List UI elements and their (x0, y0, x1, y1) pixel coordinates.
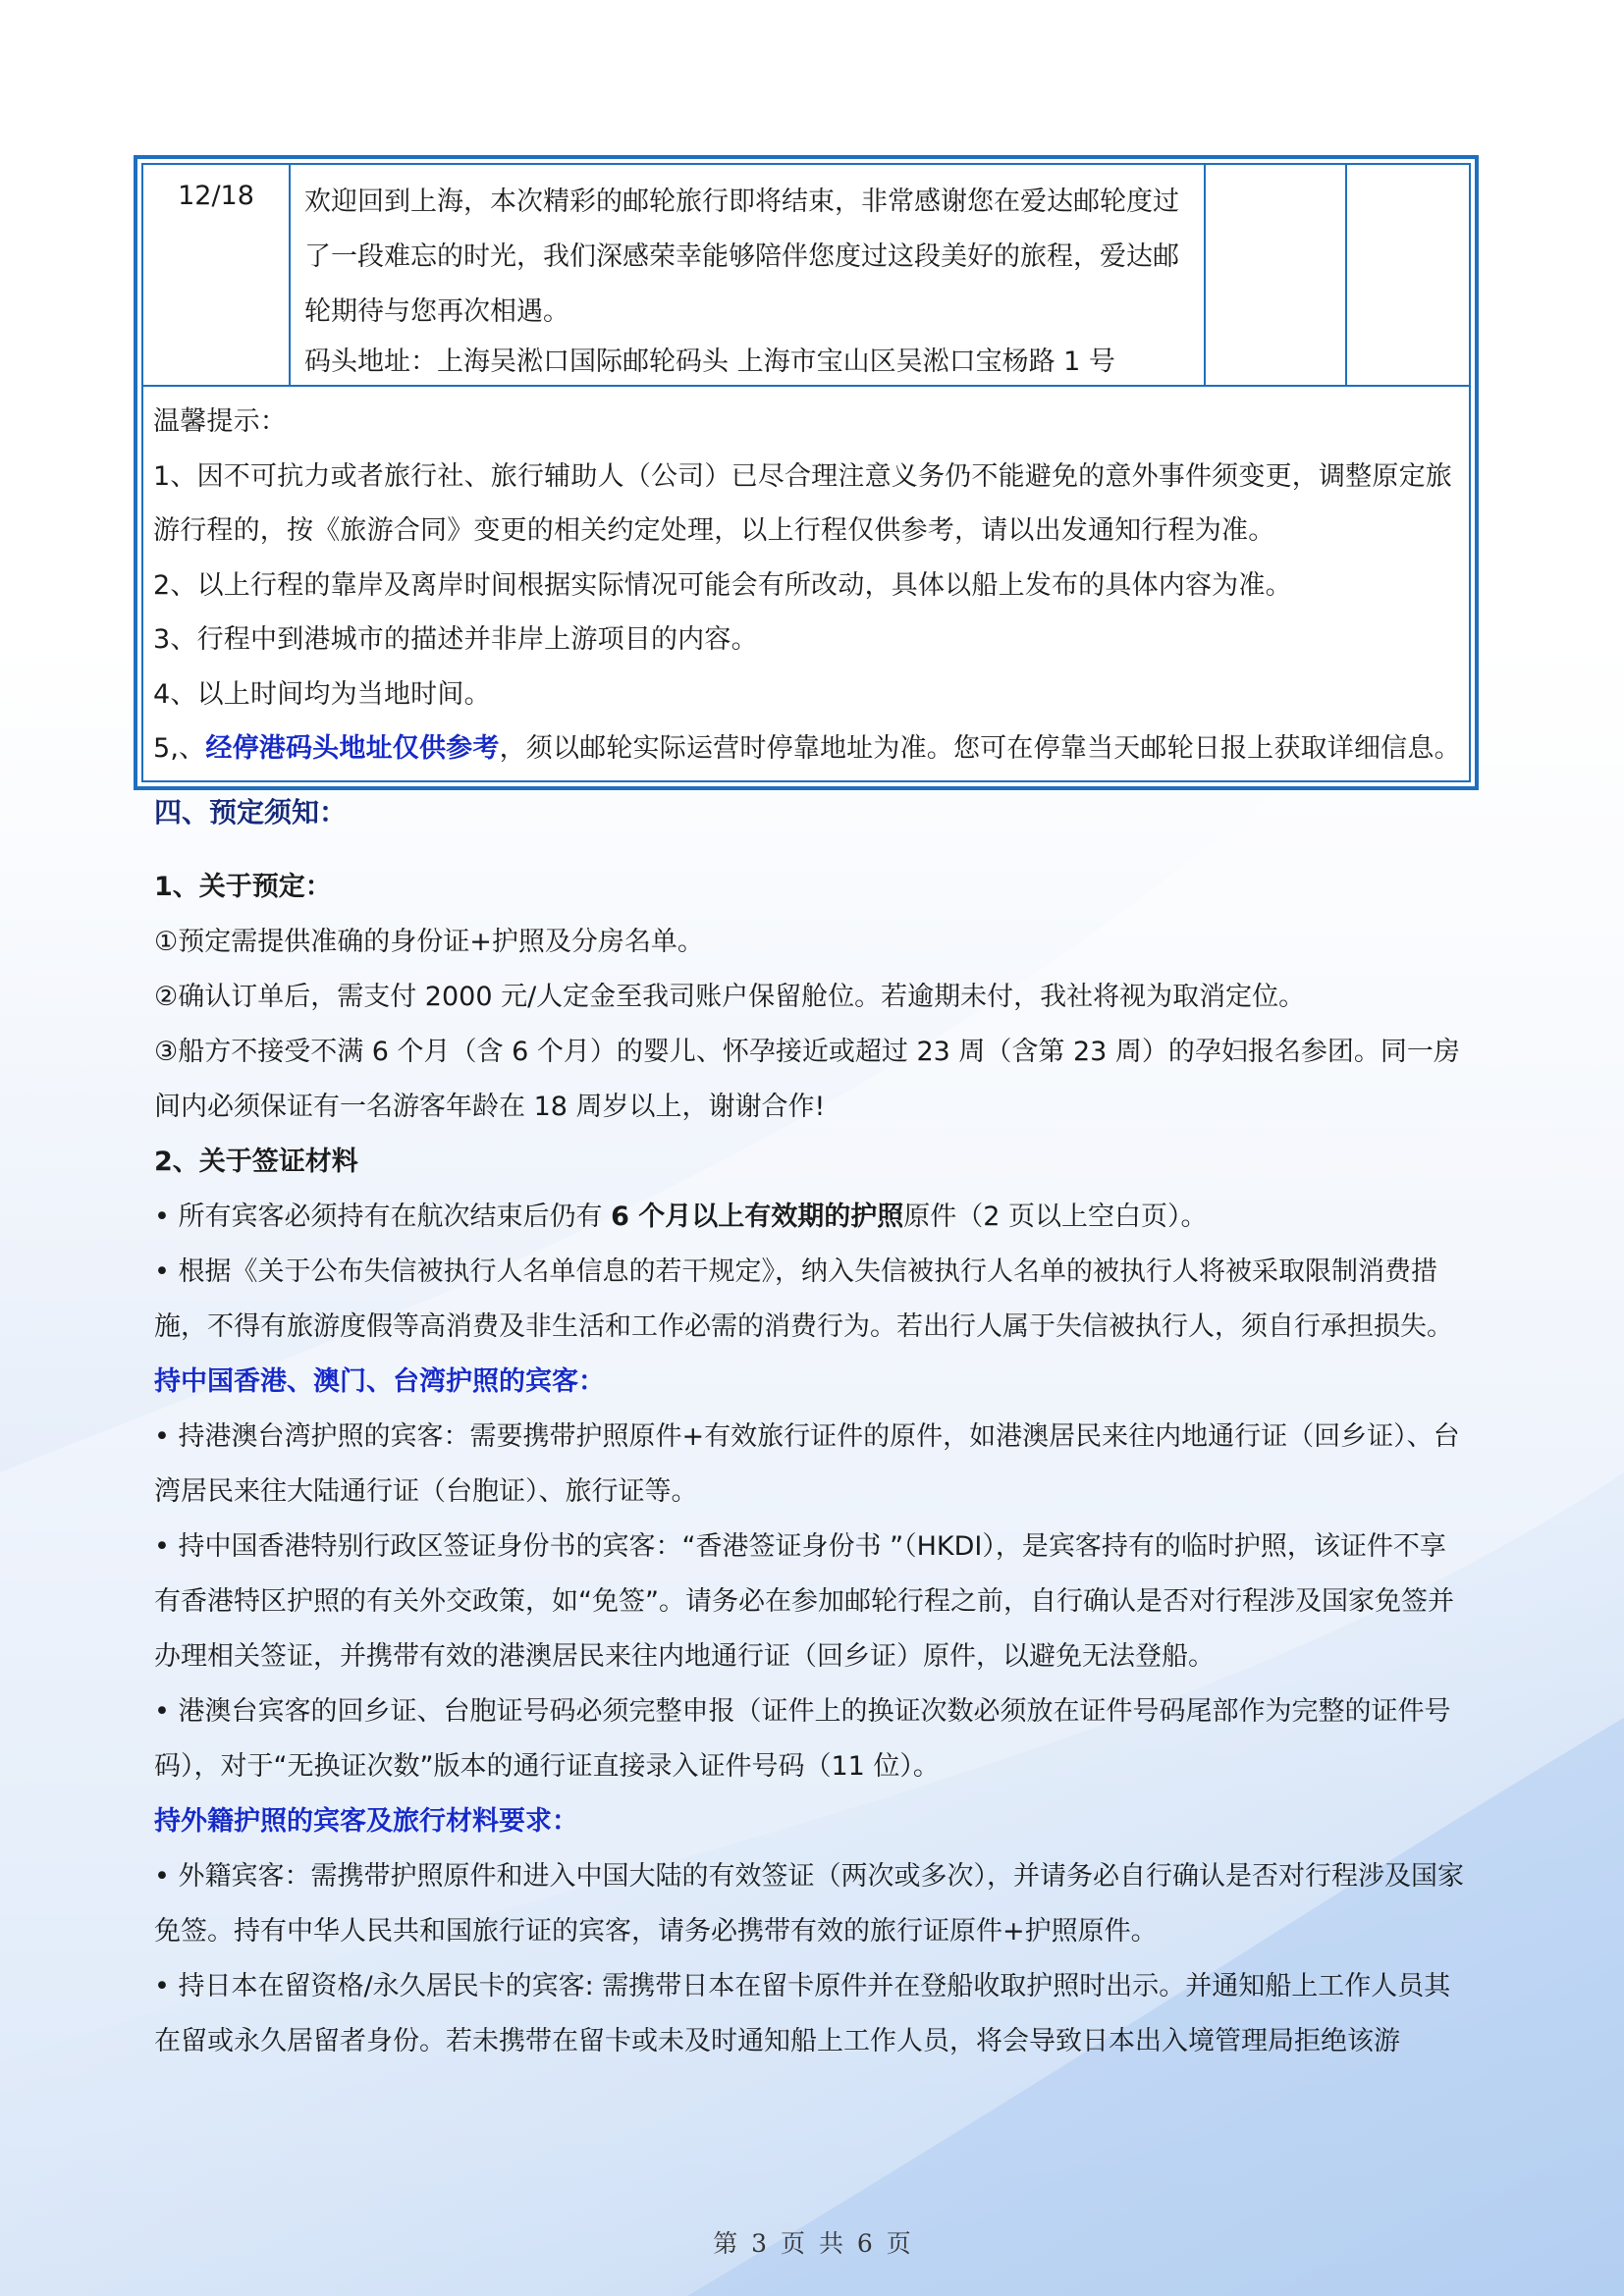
hkmt-item: • 持港澳台湾护照的宾客：需要携带护照原件+有效旅行证件的原件，如港澳居民来往内地通行证（回乡证）、台湾居民来往大陆通行证（台胞证）、旅行证等。 (154, 1421, 1460, 1507)
section-title: 四、预定须知： (154, 796, 348, 828)
itinerary-empty-cell (1206, 165, 1347, 385)
visa-item (154, 1190, 1470, 1245)
foreign-item: • 持日本在留资格/永久居民卡的宾客: 需携带日本在留卡原件并在登船收取护照时出示。并通知船上工作人员其在留或永久居留者身份。若未携带在留卡或未及时通知船上工作人员，将会导致日本出入境管理局拒绝该游 (154, 1971, 1451, 2056)
itinerary-description (291, 165, 1206, 385)
itinerary-date: 12/18 (143, 165, 291, 385)
tip-item: 4、以上时间均为当地时间。 (153, 678, 491, 710)
tips-heading: 温馨提示： (153, 406, 287, 437)
visa-suffix: 原件（2 页以上空白页）。 (903, 1201, 1208, 1232)
tip-highlight: 经停港码头地址仅供参考 (205, 733, 500, 764)
visa-item: • 根据《关于公布失信被执行人名单信息的若干规定》，纳入失信被执行人名单的被执行人将被采取限制消费措施，不得有旅游度假等高消费及非生活和工作必需的消费行为。若出行人属于失信被执行人，须自行承担损失。 (154, 1256, 1453, 1342)
tips-section (143, 387, 1469, 780)
hkmt-item: • 持中国香港特别行政区签证身份书的宾客：“香港签证身份书 ”（HKDI），是宾客持有的临时护照，该证件不享有香港特区护照的有关外交政策，如“免签”。请务必在参加邮轮行程之前，自行确认是否对行程涉及国家免签并办理相关签证，并携带有效的港澳居民来往内地通行证（回乡证）原件，以避免无法登船。 (154, 1531, 1454, 1672)
booking-item: ①预定需提供准确的身份证+护照及分房名单。 (154, 927, 704, 957)
tip-rest: ，须以邮轮实际运营时停靠地址为准。您可在停靠当天邮轮日报上获取详细信息。 (499, 733, 1461, 764)
hkmt-item: • 港澳台宾客的回乡证、台胞证号码必须完整申报（证件上的换证次数必须放在证件号码尾部作为完整的证件号码），对于“无换证次数”版本的通行证直接录入证件号码（11 位）。 (154, 1696, 1451, 1782)
tip-item: 2、以上行程的靠岸及离岸时间根据实际情况可能会有所改动，具体以船上发布的具体内容为准。 (153, 569, 1292, 601)
booking-item: ②确认订单后，需支付 2000 元/人定金至我司账户保留舱位。若逾期未付，我社将视为取消定位。 (154, 982, 1306, 1012)
subsection-title: 2、关于签证材料 (154, 1147, 358, 1177)
tip-item: 1、因不可抗力或者旅行社、旅行辅助人（公司）已尽合理注意义务仍不能避免的意外事件须变更，调整原定旅游行程的，按《旅游合同》变更的相关约定处理，以上行程仅供参考，请以出发通知行程为准。 (153, 460, 1452, 546)
foreign-title: 持外籍护照的宾客及旅行材料要求： (154, 1806, 578, 1837)
booking-item: ③船方不接受不满 6 个月（含 6 个月）的婴儿、怀孕接近或超过 23 周（含第 23 周）的孕妇报名参团。同一房间内必须保证有一名游客年龄在 18 周岁以上，谢谢合作! (154, 1037, 1460, 1122)
dock-address: 码头地址：上海吴淞口国际邮轮码头 上海市宝山区吴淞口宝杨路 1 号 (304, 347, 1115, 377)
tip-item: 3、行程中到港城市的描述并非岸上游项目的内容。 (153, 624, 758, 655)
itinerary-table (134, 155, 1479, 790)
booking-notes (154, 785, 1470, 2069)
itinerary-empty-cell (1347, 165, 1469, 385)
description-line: 欢迎回到上海，本次精彩的邮轮旅行即将结束，非常感谢您在爱达邮轮度过 (304, 187, 1179, 217)
itinerary-row (143, 165, 1469, 387)
hkmt-title: 持中国香港、澳门、台湾护照的宾客： (154, 1366, 605, 1397)
foreign-item: • 外籍宾客：需携带护照原件和进入中国大陆的有效签证（两次或多次），并请务必自行确认是否对行程涉及国家免签。持有中华人民共和国旅行证的宾客，请务必携带有效的旅行证原件+护照原件。 (154, 1861, 1465, 1947)
tip-prefix: 5,、 (153, 733, 206, 764)
visa-bold: 6 个月以上有效期的护照 (611, 1201, 904, 1232)
subsection-title: 1、关于预定： (154, 872, 332, 902)
description-line: 了一段难忘的时光，我们深感荣幸能够陪伴您度过这段美好的旅程，爱达邮 (304, 241, 1179, 272)
visa-prefix: • 所有宾客必须持有在航次结束后仍有 (154, 1201, 612, 1232)
tip-item (153, 721, 1461, 776)
page-footer: 第 3 页 共 6 页 (713, 2229, 911, 2258)
description-line: 轮期待与您再次相遇。 (304, 296, 569, 327)
